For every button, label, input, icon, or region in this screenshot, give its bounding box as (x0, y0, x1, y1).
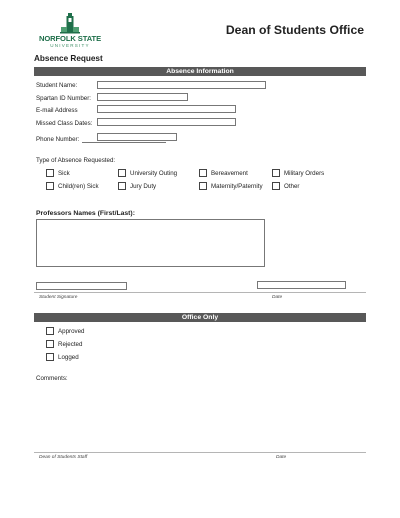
student-date-caption: Date (272, 295, 283, 300)
form-title: Absence Request (34, 54, 103, 63)
spartan-id-field[interactable] (97, 93, 188, 101)
rejected-checkbox[interactable] (46, 340, 54, 348)
rejected-label: Rejected (58, 341, 83, 348)
comments-label: Comments: (36, 375, 68, 382)
absence-type-label: Type of Absence Requested: (36, 157, 116, 164)
children-sick-checkbox[interactable] (46, 182, 54, 190)
logged-checkbox[interactable] (46, 353, 54, 361)
staff-date-caption: Date (276, 455, 287, 460)
missed-dates-label: Missed Class Dates: (36, 120, 93, 127)
sick-checkbox[interactable] (46, 169, 54, 177)
section-absence-information: Absence Information (34, 67, 366, 76)
professors-label: Professors Names (First/Last): (36, 210, 135, 217)
jury-duty-label: Jury Duty (130, 183, 157, 190)
student-signature-caption: Student Signature (39, 295, 78, 300)
staff-signature-caption: Dean of Students Staff (39, 455, 88, 460)
student-signature-field[interactable] (36, 282, 127, 290)
spartan-id-label: Spartan ID Number: (36, 95, 92, 102)
phone-label: Phone Number: (36, 136, 80, 143)
missed-dates-field[interactable] (97, 118, 236, 126)
staff-signature-line (34, 452, 366, 453)
university-outing-label: University Outing (130, 170, 178, 177)
section-office-only: Office Only (34, 313, 366, 322)
sick-label: Sick (58, 170, 70, 177)
student-name-field[interactable] (97, 81, 266, 89)
email-label: E-mail Address (36, 107, 78, 114)
email-field[interactable] (97, 105, 236, 113)
logo-subtitle: UNIVERSITY (50, 43, 90, 48)
jury-duty-checkbox[interactable] (118, 182, 126, 190)
student-date-field[interactable] (257, 281, 346, 289)
professors-names-field[interactable] (36, 219, 265, 267)
maternity-paternity-label: Maternity/Paternity (211, 183, 263, 190)
tower-icon (60, 12, 80, 34)
phone-field[interactable] (97, 133, 177, 141)
university-logo (34, 12, 106, 50)
student-name-label: Student Name: (36, 82, 78, 89)
bereavement-label: Bereavement (211, 170, 248, 177)
phone-underline (82, 142, 166, 143)
logged-label: Logged (58, 354, 79, 361)
military-orders-checkbox[interactable] (272, 169, 280, 177)
logo-name: NORFOLK STATE (38, 34, 102, 43)
approved-label: Approved (58, 328, 85, 335)
university-outing-checkbox[interactable] (118, 169, 126, 177)
signature-line (34, 292, 366, 293)
office-title: Dean of Students Office (225, 23, 364, 37)
approved-checkbox[interactable] (46, 327, 54, 335)
other-checkbox[interactable] (272, 182, 280, 190)
children-sick-label: Child(ren) Sick (58, 183, 99, 190)
other-label: Other (284, 183, 300, 190)
military-orders-label: Military Orders (284, 170, 325, 177)
maternity-paternity-checkbox[interactable] (199, 182, 207, 190)
bereavement-checkbox[interactable] (199, 169, 207, 177)
